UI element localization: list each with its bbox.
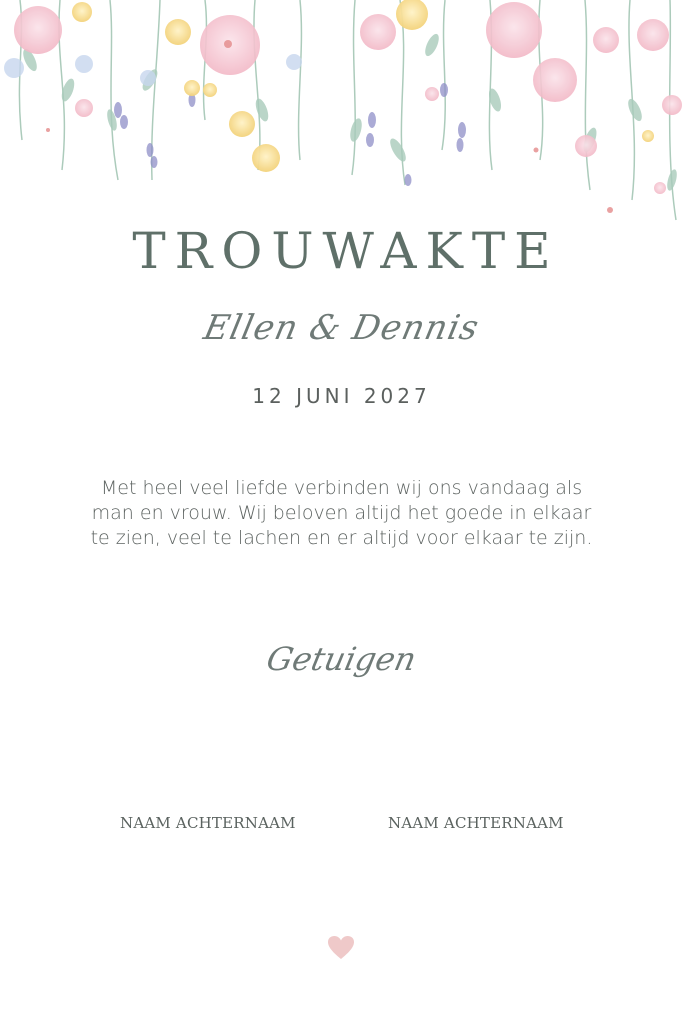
heart-icon <box>327 934 355 962</box>
witness-name-left: NAAM ACHTERNAAM <box>120 814 296 832</box>
witnesses-heading: Getuigen <box>263 640 420 678</box>
couple-names: Ellen & Dennis <box>200 308 483 348</box>
page-title: TROUWAKTE <box>132 222 560 280</box>
witness-name-right: NAAM ACHTERNAAM <box>388 814 564 832</box>
wedding-date: 12 JUNI 2027 <box>252 384 431 408</box>
vows-text: Met heel veel liefde verbinden wij ons vandaag als man en vrouw. Wij beloven altijd het goede in elkaar te zien, veel te lachen en er altijd voor elkaar te zijn. <box>90 477 593 549</box>
floral-border <box>0 0 683 230</box>
